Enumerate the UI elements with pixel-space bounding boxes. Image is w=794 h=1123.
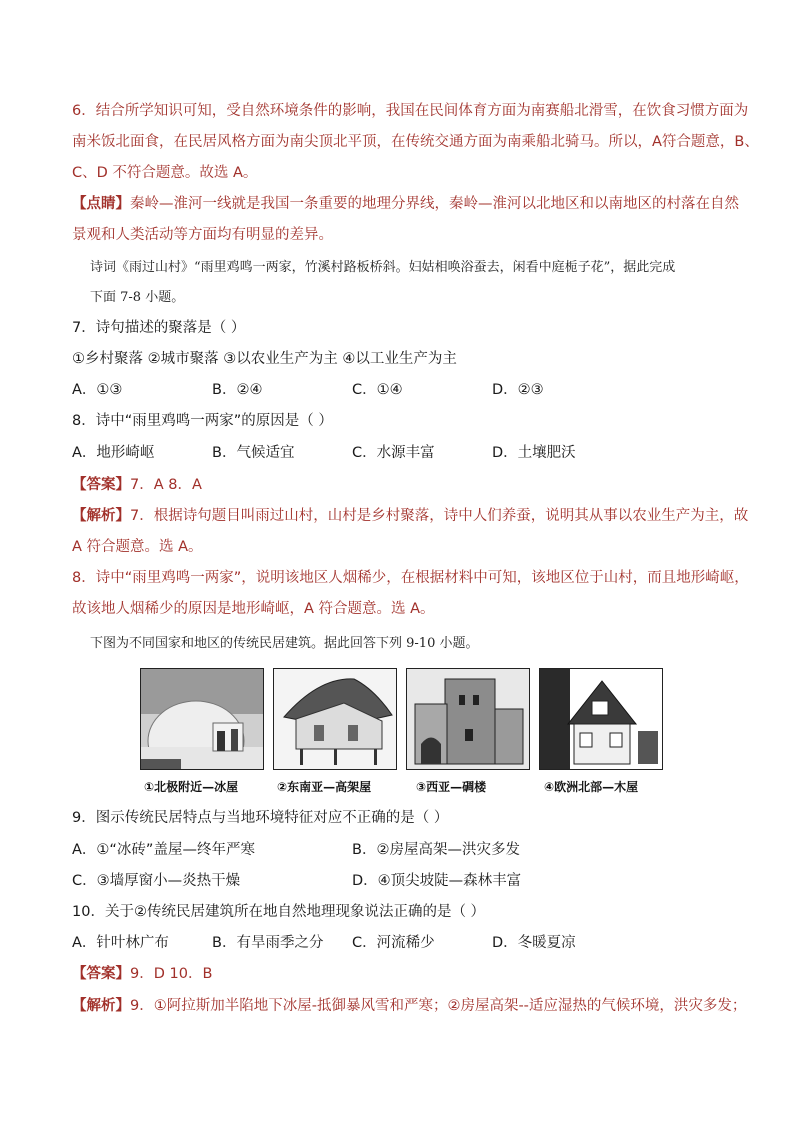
q10-option-d[interactable]: D．冬暖夏凉 (492, 935, 576, 951)
q10-options (72, 933, 576, 953)
dwelling-figure (140, 668, 660, 793)
answer-2-text: 9．D 10．B (130, 966, 213, 982)
caption-stilt-house: ②东南亚—高架屋 (277, 780, 372, 794)
q10-option-c[interactable]: C．河流稀少 (352, 935, 435, 951)
q8-option-b[interactable]: B．气候适宜 (212, 445, 295, 461)
q9-stem: 9．图示传统民居特点与当地环境特征对应不正确的是（ ） (72, 810, 449, 826)
watchtower-photo (406, 668, 530, 770)
q9-option-d[interactable]: D．④顶尖坡陡—森林丰富 (352, 873, 522, 889)
q6-line-2: 南米饭北面食，在民居风格方面为南尖顶北平顶，在传统交通方面为南乘船北骑马。所以，A符合题意，B、 (72, 134, 759, 150)
q8-option-c[interactable]: C．水源丰富 (352, 445, 435, 461)
q10-stem: 10．关于②传统民居建筑所在地自然地理现象说法正确的是（ ） (72, 904, 486, 920)
figure-intro: 下图为不同国家和地区的传统民居建筑。据此回答下列 9-10 小题。 (90, 636, 479, 651)
dianjing-line-2: 景观和人类活动等方面均有明显的差异。 (72, 227, 333, 243)
answer-1-tag: 【答案】 (72, 477, 130, 493)
q10-option-a[interactable]: A．针叶林广布 (72, 935, 169, 951)
analysis-2-text-1: 9．①阿拉斯加半陷地下冰屋-抵御暴风雪和严寒；②房屋高架--适应湿热的气候环境，洪灾多发； (130, 998, 747, 1014)
wooden-house-photo (539, 668, 663, 770)
q9-options-row-2 (72, 871, 521, 891)
q8-options (72, 443, 576, 463)
q7-choices: ①乡村聚落 ②城市聚落 ③以农业生产为主 ④以工业生产为主 (72, 351, 457, 367)
q9-option-c[interactable]: C．③墙厚窗小—炎热干燥 (72, 873, 241, 889)
caption-igloo: ①北极附近—冰屋 (144, 780, 239, 794)
poem-line-2: 下面 7-8 小题。 (90, 290, 185, 305)
answer-1-text: 7．A 8．A (130, 477, 202, 493)
analysis-1-line-2: A 符合题意。选 A。 (72, 539, 203, 555)
analysis-2-tag: 【解析】 (72, 998, 130, 1014)
q7-option-c[interactable]: C．①④ (352, 382, 403, 398)
dianjing-tag: 【点睛】 (72, 196, 130, 212)
q8-option-a[interactable]: A．地形崎岖 (72, 445, 155, 461)
q7-option-a[interactable]: A．①③ (72, 382, 123, 398)
q7-stem: 7．诗句描述的聚落是（ ） (72, 320, 246, 336)
analysis-1-line-1 (72, 506, 748, 526)
q7-options (72, 380, 544, 400)
q7-option-b[interactable]: B．②④ (212, 382, 263, 398)
q9-option-b[interactable]: B．②房屋高架—洪灾多发 (352, 842, 520, 858)
caption-watchtower: ③西亚—碉楼 (416, 780, 487, 794)
q6-line-3: C、D 不符合题意。故选 A。 (72, 165, 258, 181)
analysis-1-tag: 【解析】 (72, 508, 130, 524)
poem-line-1: 诗词《雨过山村》“雨里鸡鸣一两家，竹溪村路板桥斜。妇姑相唤浴蚕去，闲看中庭栀子花”，据此完成 (90, 260, 676, 275)
q8-option-d[interactable]: D．土壤肥沃 (492, 445, 576, 461)
q9-options-row-1 (72, 840, 520, 860)
analysis-1-line-3: 8．诗中“雨里鸡鸣一两家”，说明该地区人烟稀少，在根据材料中可知，该地区位于山村，而且地形崎岖， (72, 570, 749, 586)
q10-option-b[interactable]: B．有旱雨季之分 (212, 935, 324, 951)
q7-option-d[interactable]: D．②③ (492, 382, 544, 398)
igloo-photo (140, 668, 264, 770)
stilt-house-photo (273, 668, 397, 770)
answer-2 (72, 964, 212, 984)
dianjing-text-1: 秦岭—淮河一线就是我国一条重要的地理分界线，秦岭—淮河以北地区和以南地区的村落在自然 (130, 196, 739, 212)
analysis-1-line-4: 故该地人烟稀少的原因是地形崎岖，A 符合题意。选 A。 (72, 601, 435, 617)
analysis-1-text-1: 7．根据诗句题目叫雨过山村，山村是乡村聚落，诗中人们养蚕，说明其从事以农业生产为主，故 (130, 508, 749, 524)
answer-1 (72, 475, 202, 495)
answer-2-tag: 【答案】 (72, 966, 130, 982)
q8-stem: 8．诗中“雨里鸡鸣一两家”的原因是（ ） (72, 413, 333, 429)
dianjing-line-1 (72, 194, 739, 214)
analysis-2-line-1 (72, 996, 746, 1016)
q6-line-1: 6．结合所学知识可知，受自然环境条件的影响，我国在民间体育方面为南赛船北滑雪，在饮食习惯方面为 (72, 103, 749, 119)
q9-option-a[interactable]: A．①“冰砖”盖屋—终年严寒 (72, 842, 255, 858)
caption-wooden-house: ④欧洲北部—木屋 (544, 780, 639, 794)
